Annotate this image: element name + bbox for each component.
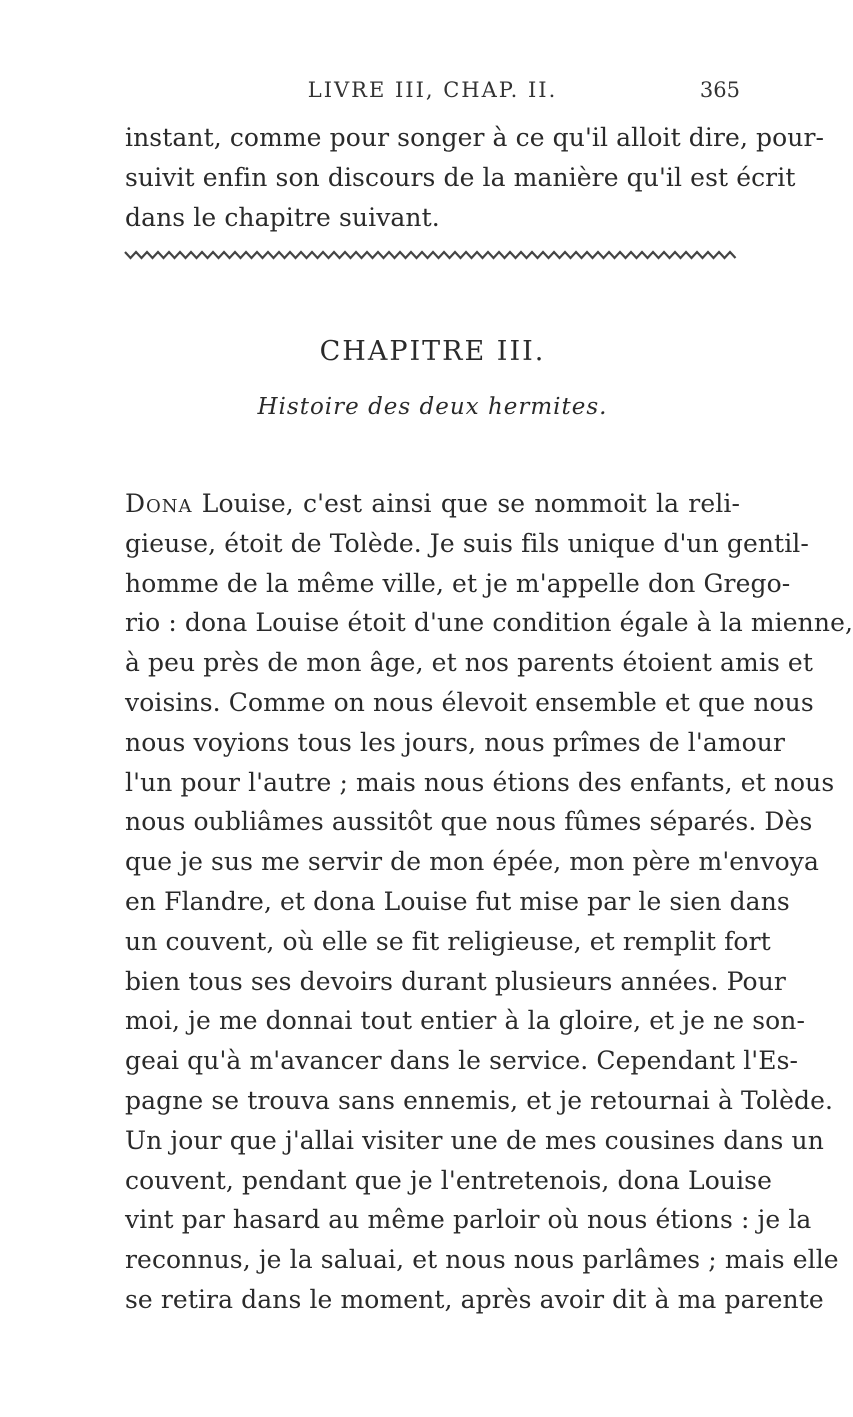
running-title: LIVRE III, CHAP. II. bbox=[307, 78, 558, 102]
text-line: reconnus, je la saluai, et nous nous parlâmes ; mais elle bbox=[125, 1245, 839, 1275]
previous-chapter-ending bbox=[125, 118, 825, 238]
ornament-zigzag bbox=[125, 248, 740, 262]
opening-line-text: Louise, c'est ainsi que se nommoit la reli- bbox=[192, 489, 740, 518]
running-head bbox=[125, 78, 740, 108]
text-line: geai qu'à m'avancer dans le service. Cependant l'Es- bbox=[125, 1046, 799, 1076]
text-line bbox=[125, 484, 740, 524]
text-line: se retira dans le moment, après avoir dit à ma parente bbox=[125, 1284, 824, 1314]
text-line: rio : dona Louise étoit d'une condition égale à la mienne, bbox=[125, 608, 853, 638]
chapter-subtitle: Histoire des deux hermites. bbox=[257, 394, 608, 420]
text-line: Un jour que j'allai visiter une de mes cousines dans un bbox=[125, 1125, 824, 1155]
chapter-title: CHAPITRE III. bbox=[319, 336, 546, 367]
text-line: nous voyions tous les jours, nous prîmes de l'amour bbox=[125, 727, 786, 757]
chapter-body bbox=[125, 484, 853, 1320]
text-line: moi, je me donnai tout entier à la gloire, et je ne son- bbox=[125, 1006, 806, 1036]
text-line: à peu près de mon âge, et nos parents étoient amis et bbox=[125, 648, 813, 678]
text-line: pagne se trouva sans ennemis, et je retournai à Tolède. bbox=[125, 1085, 834, 1115]
text-line: vint par hasard au même parloir où nous étions : je la bbox=[125, 1205, 812, 1235]
text-line: suivit enfin son discours de la manière qu'il est écrit bbox=[125, 163, 796, 192]
opening-word: Dona bbox=[125, 489, 193, 518]
page-number: 365 bbox=[699, 78, 740, 102]
text-line: nous oubliâmes aussitôt que nous fûmes séparés. Dès bbox=[125, 807, 813, 837]
text-line: couvent, pendant que je l'entretenois, dona Louise bbox=[125, 1165, 773, 1195]
text-line: en Flandre, et dona Louise fut mise par le sien dans bbox=[125, 886, 790, 916]
text-line: un couvent, où elle se fit religieuse, et remplit fort bbox=[125, 926, 771, 956]
text-line: l'un pour l'autre ; mais nous étions des enfants, et nous bbox=[125, 767, 835, 797]
text-line: dans le chapitre suivant. bbox=[125, 203, 440, 232]
text-line: voisins. Comme on nous élevoit ensemble et que nous bbox=[125, 687, 814, 717]
ornamental-rule bbox=[125, 248, 740, 262]
text-line: homme de la même ville, et je m'appelle don Grego- bbox=[125, 568, 791, 598]
text-line: que je sus me servir de mon épée, mon père m'envoya bbox=[125, 847, 819, 877]
text-line: instant, comme pour songer à ce qu'il alloit dire, pour- bbox=[125, 123, 825, 152]
text-line: gieuse, étoit de Tolède. Je suis fils unique d'un gentil- bbox=[125, 528, 809, 558]
text-line: bien tous ses devoirs durant plusieurs années. Pour bbox=[125, 966, 786, 996]
